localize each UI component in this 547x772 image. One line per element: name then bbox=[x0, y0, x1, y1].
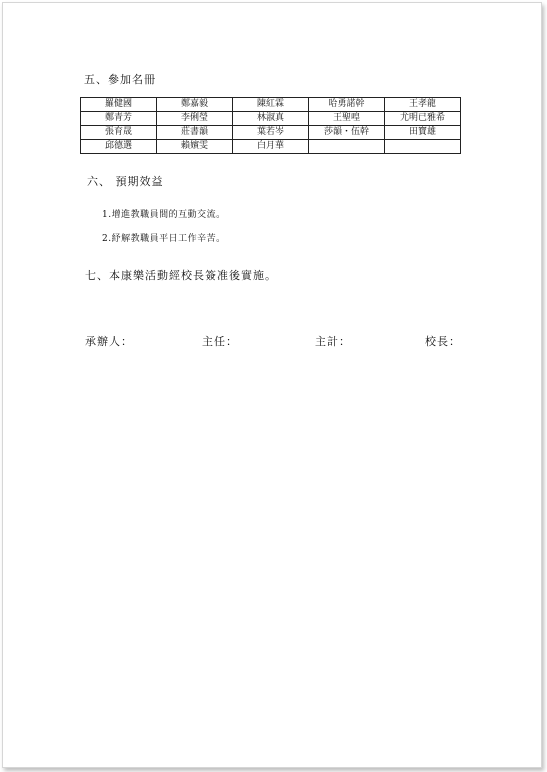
table-row bbox=[81, 112, 461, 126]
table-cell: 林淑真 bbox=[233, 112, 309, 126]
table-cell: 尤明已雅希 bbox=[385, 112, 461, 126]
table-cell bbox=[309, 140, 385, 154]
section7-heading: 七、本康樂活動經校長簽准後實施。 bbox=[85, 269, 277, 282]
table-cell: 王聖喤 bbox=[309, 112, 385, 126]
principal-signature-label: 校長： bbox=[425, 335, 461, 348]
table-cell: 白月華 bbox=[233, 140, 309, 154]
table-cell: 張育晟 bbox=[81, 126, 157, 140]
table-cell: 賴嬪雯 bbox=[157, 140, 233, 154]
table-cell bbox=[385, 140, 461, 154]
section6-heading: 六、 預期效益 bbox=[87, 175, 164, 188]
table-cell: 鄭嘉毅 bbox=[157, 98, 233, 112]
table-cell: 莎韻・伍幹 bbox=[309, 126, 385, 140]
benefit-item: 1.增進教職員間的互動交流。 bbox=[102, 210, 226, 220]
table-cell: 陳紅霖 bbox=[233, 98, 309, 112]
table-row bbox=[81, 98, 461, 112]
table-row bbox=[81, 126, 461, 140]
benefit-item: 2.紓解教職員平日工作辛苦。 bbox=[102, 234, 226, 244]
table-cell: 羅健國 bbox=[81, 98, 157, 112]
table-cell: 李俐瑩 bbox=[157, 112, 233, 126]
table-cell: 哈勇諾幹 bbox=[309, 98, 385, 112]
table-cell: 鄭青芳 bbox=[81, 112, 157, 126]
table-cell: 葉若岑 bbox=[233, 126, 309, 140]
accountant-signature-label: 主計： bbox=[315, 335, 351, 348]
table-cell: 田寶雄 bbox=[385, 126, 461, 140]
participant-table bbox=[80, 97, 461, 154]
director-signature-label: 主任： bbox=[202, 335, 238, 348]
table-cell: 王孝龍 bbox=[385, 98, 461, 112]
organizer-signature-label: 承辦人： bbox=[85, 335, 133, 348]
table-row bbox=[81, 140, 461, 154]
table-cell: 邱德選 bbox=[81, 140, 157, 154]
section5-heading: 五、參加名冊 bbox=[84, 73, 156, 86]
document-page bbox=[2, 2, 542, 768]
table-cell: 莊書韻 bbox=[157, 126, 233, 140]
